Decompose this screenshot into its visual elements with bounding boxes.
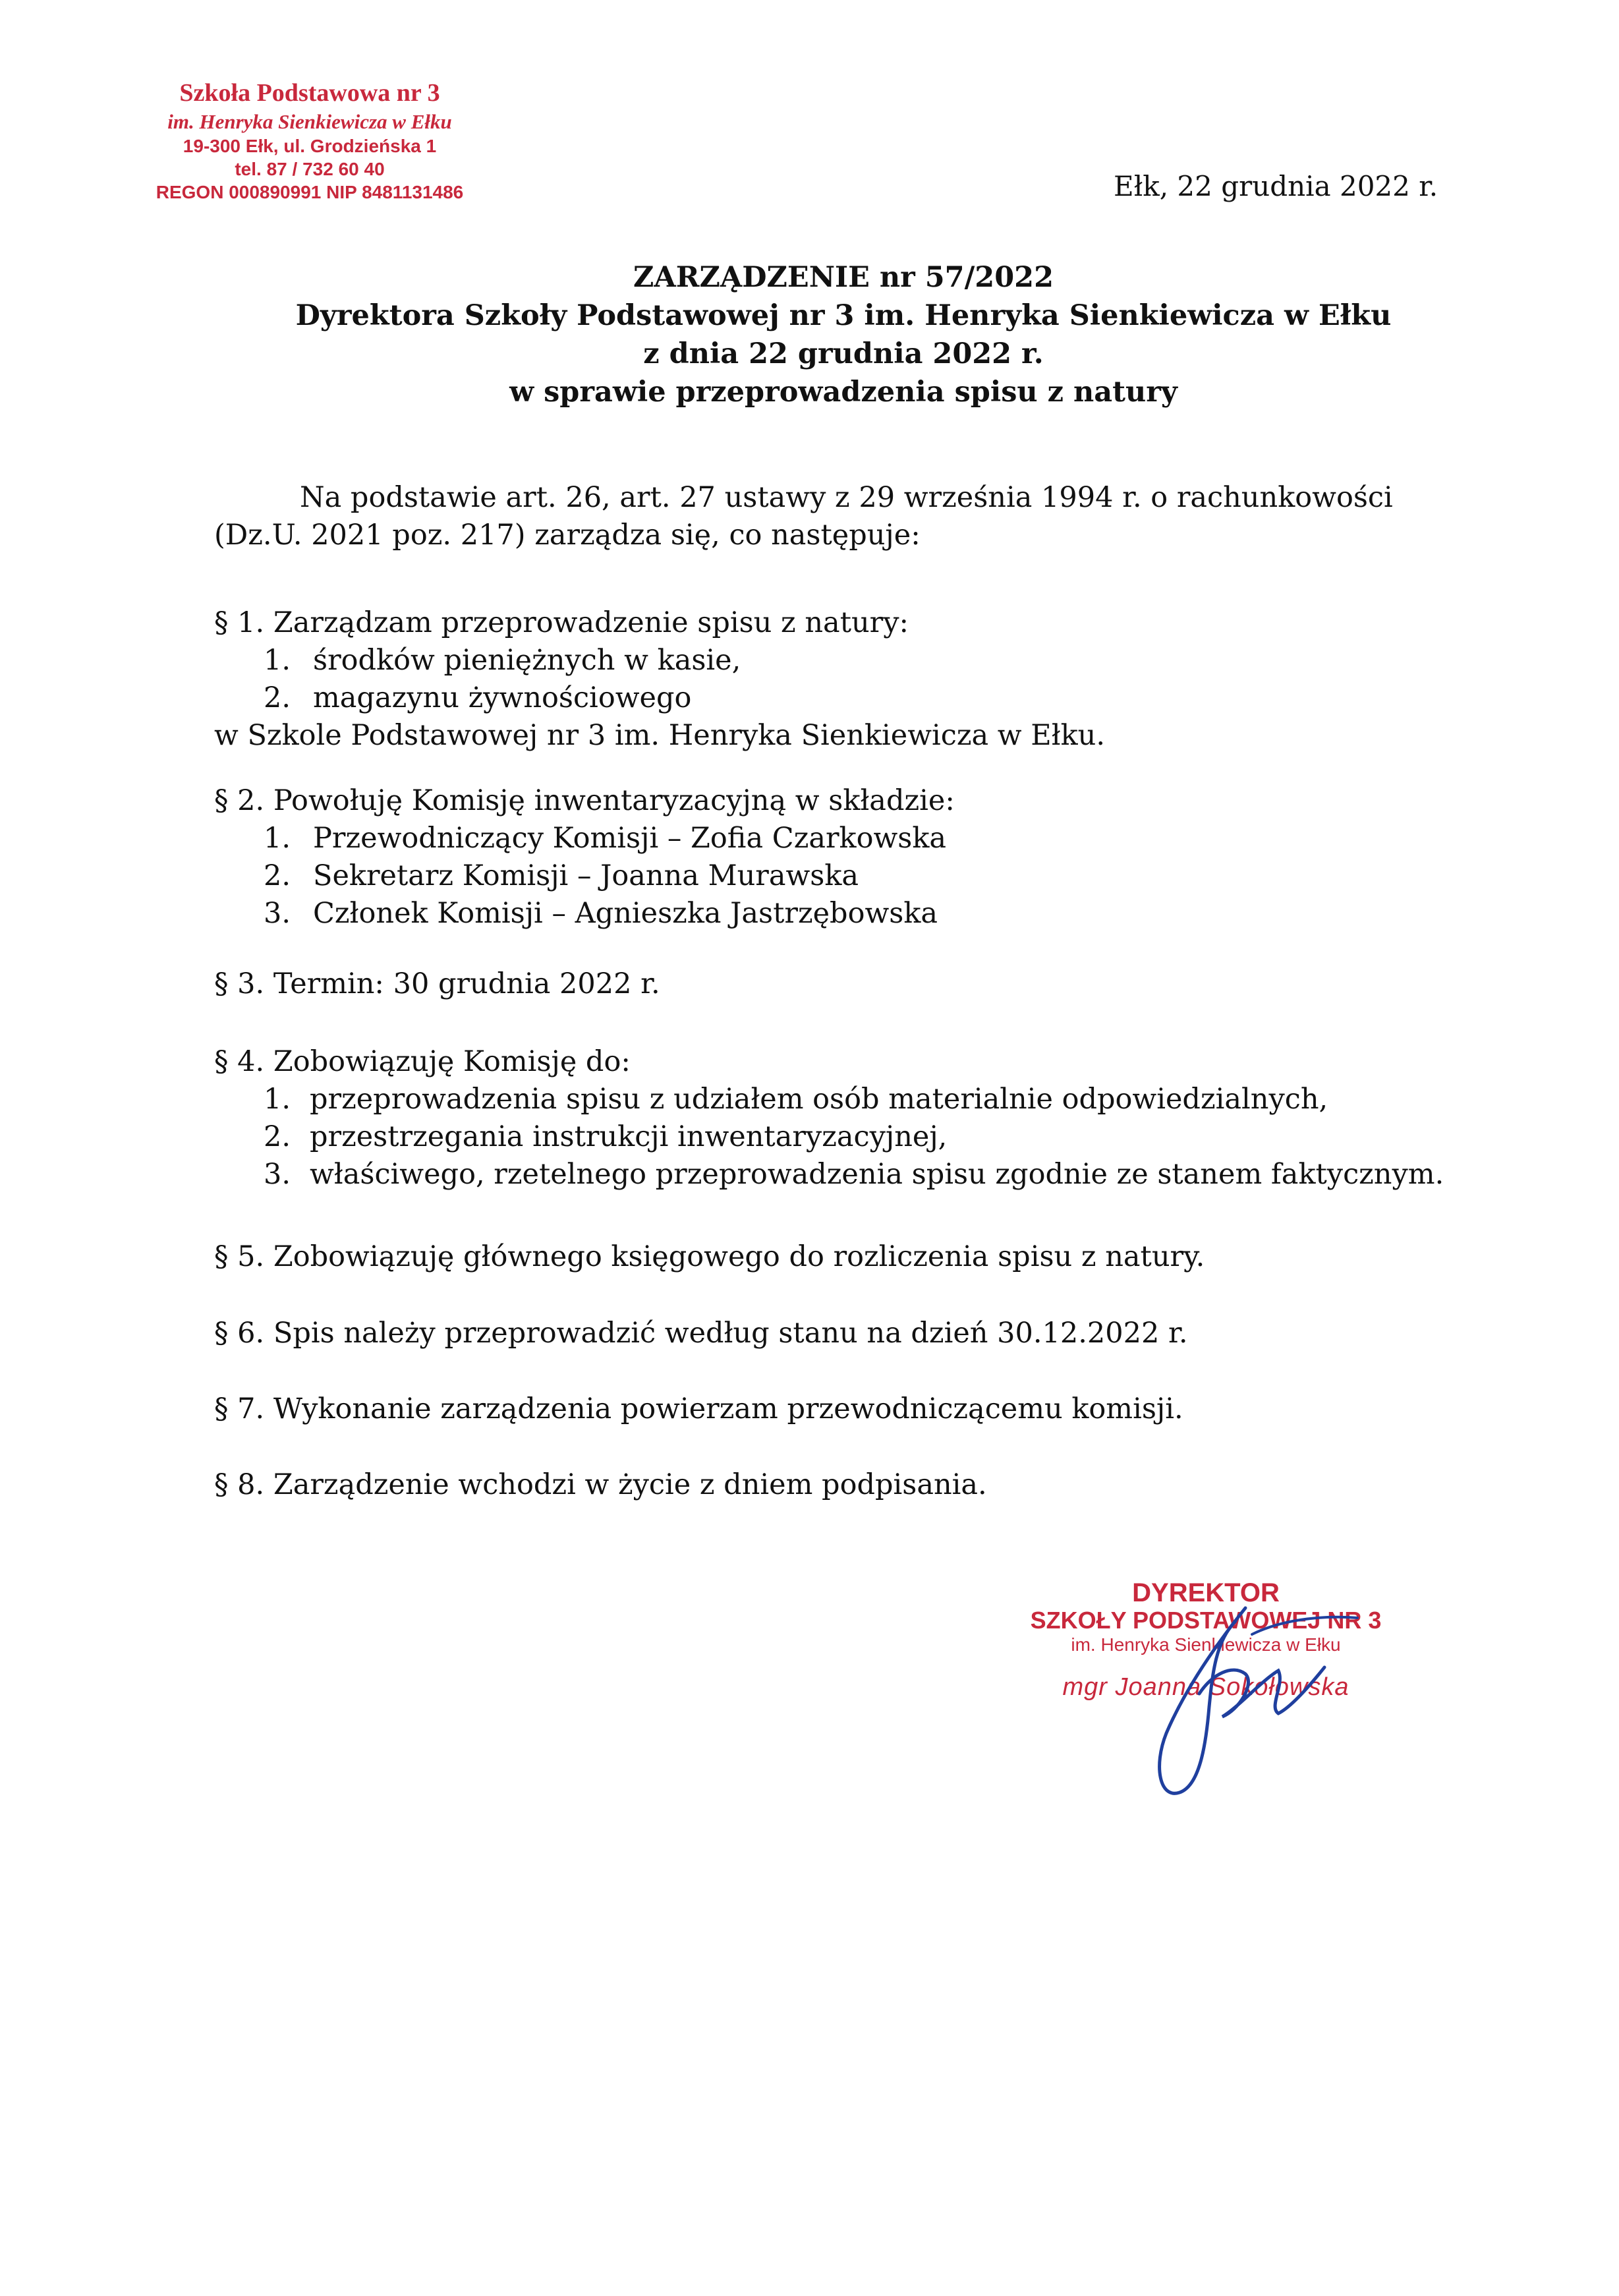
list-number: 1. [264, 822, 291, 855]
list-number: 2. [264, 1120, 291, 1153]
list-number: 1. [264, 1083, 291, 1116]
intro-line-1: Na podstawie art. 26, art. 27 ustawy z 29 września 1994 r. o rachunkowości [300, 481, 1393, 514]
director-stamp-patron: im. Henryka Sienkiewicza w Ełku [1071, 1634, 1341, 1655]
title-line-2: Dyrektora Szkoły Podstawowej nr 3 im. Henryka Sienkiewicza w Ełku [295, 299, 1392, 332]
list-number: 2. [264, 681, 291, 714]
section-2-heading: § 2. Powołuję Komisję inwentaryzacyjną w składzie: [214, 784, 955, 817]
intro-line-2: (Dz.U. 2021 poz. 217) zarządza się, co następuje: [214, 519, 921, 552]
director-stamp-school: SZKOŁY PODSTAWOWEJ NR 3 [1030, 1607, 1382, 1634]
list-number: 1. [264, 644, 291, 677]
school-stamp-address: 19-300 Ełk, ul. Grodzieńska 1 [183, 136, 437, 157]
section-4-item-2: przestrzegania instrukcji inwentaryzacyjnej, [310, 1120, 948, 1153]
section-2-item-2: Sekretarz Komisji – Joanna Murawska [313, 859, 859, 892]
section-7: § 7. Wykonanie zarządzenia powierzam przewodniczącemu komisji. [214, 1392, 1183, 1425]
director-stamp-title: DYREKTOR [1132, 1578, 1280, 1607]
document-title [198, 258, 1489, 411]
section-1-heading: § 1. Zarządzam przeprowadzenie spisu z natury: [214, 606, 909, 639]
list-number: 3. [264, 897, 291, 930]
section-8: § 8. Zarządzenie wchodzi w życie z dniem podpisania. [214, 1468, 987, 1501]
title-line-1: ZARZĄDZENIE nr 57/2022 [633, 261, 1054, 294]
school-stamp-phone: tel. 87 / 732 60 40 [235, 159, 385, 180]
section-4-item-3: właściwego, rzetelnego przeprowadzenia spisu zgodnie ze stanem faktycznym. [310, 1158, 1444, 1191]
section-6: § 6. Spis należy przeprowadzić według stanu na dzień 30.12.2022 r. [214, 1317, 1188, 1350]
section-5: § 5. Zobowiązuję głównego księgowego do rozliczenia spisu z natury. [214, 1240, 1205, 1273]
section-1-item-1: środków pieniężnych w kasie, [313, 644, 741, 677]
handwritten-signature [1081, 1595, 1410, 1812]
list-number: 2. [264, 859, 291, 892]
title-line-4: w sprawie przeprowadzenia spisu z natury [509, 376, 1178, 409]
director-stamp-name: mgr Joanna Sokołowska [1062, 1673, 1349, 1701]
section-2-item-3: Członek Komisji – Agnieszka Jastrzębowska [313, 897, 938, 930]
section-4-item-1: przeprowadzenia spisu z udziałem osób materialnie odpowiedzialnych, [310, 1083, 1328, 1116]
section-2-item-1: Przewodniczący Komisji – Zofia Czarkowska [313, 822, 947, 855]
list-number: 3. [264, 1158, 291, 1191]
school-stamp [99, 78, 521, 204]
school-stamp-name: Szkoła Podstawowa nr 3 [179, 79, 440, 107]
document-date: Ełk, 22 grudnia 2022 r. [1114, 170, 1438, 202]
title-line-3: z dnia 22 grudnia 2022 r. [643, 337, 1044, 370]
section-4-heading: § 4. Zobowiązuję Komisję do: [214, 1045, 631, 1078]
section-1-item-2: magazynu żywnościowego [313, 681, 692, 714]
school-stamp-patron: im. Henryka Sienkiewicza w Ełku [167, 109, 452, 133]
section-3: § 3. Termin: 30 grudnia 2022 r. [214, 967, 660, 1000]
school-stamp-ids: REGON 000890991 NIP 8481131486 [156, 182, 464, 203]
section-1-tail: w Szkole Podstawowej nr 3 im. Henryka Sienkiewicza w Ełku. [214, 719, 1106, 752]
